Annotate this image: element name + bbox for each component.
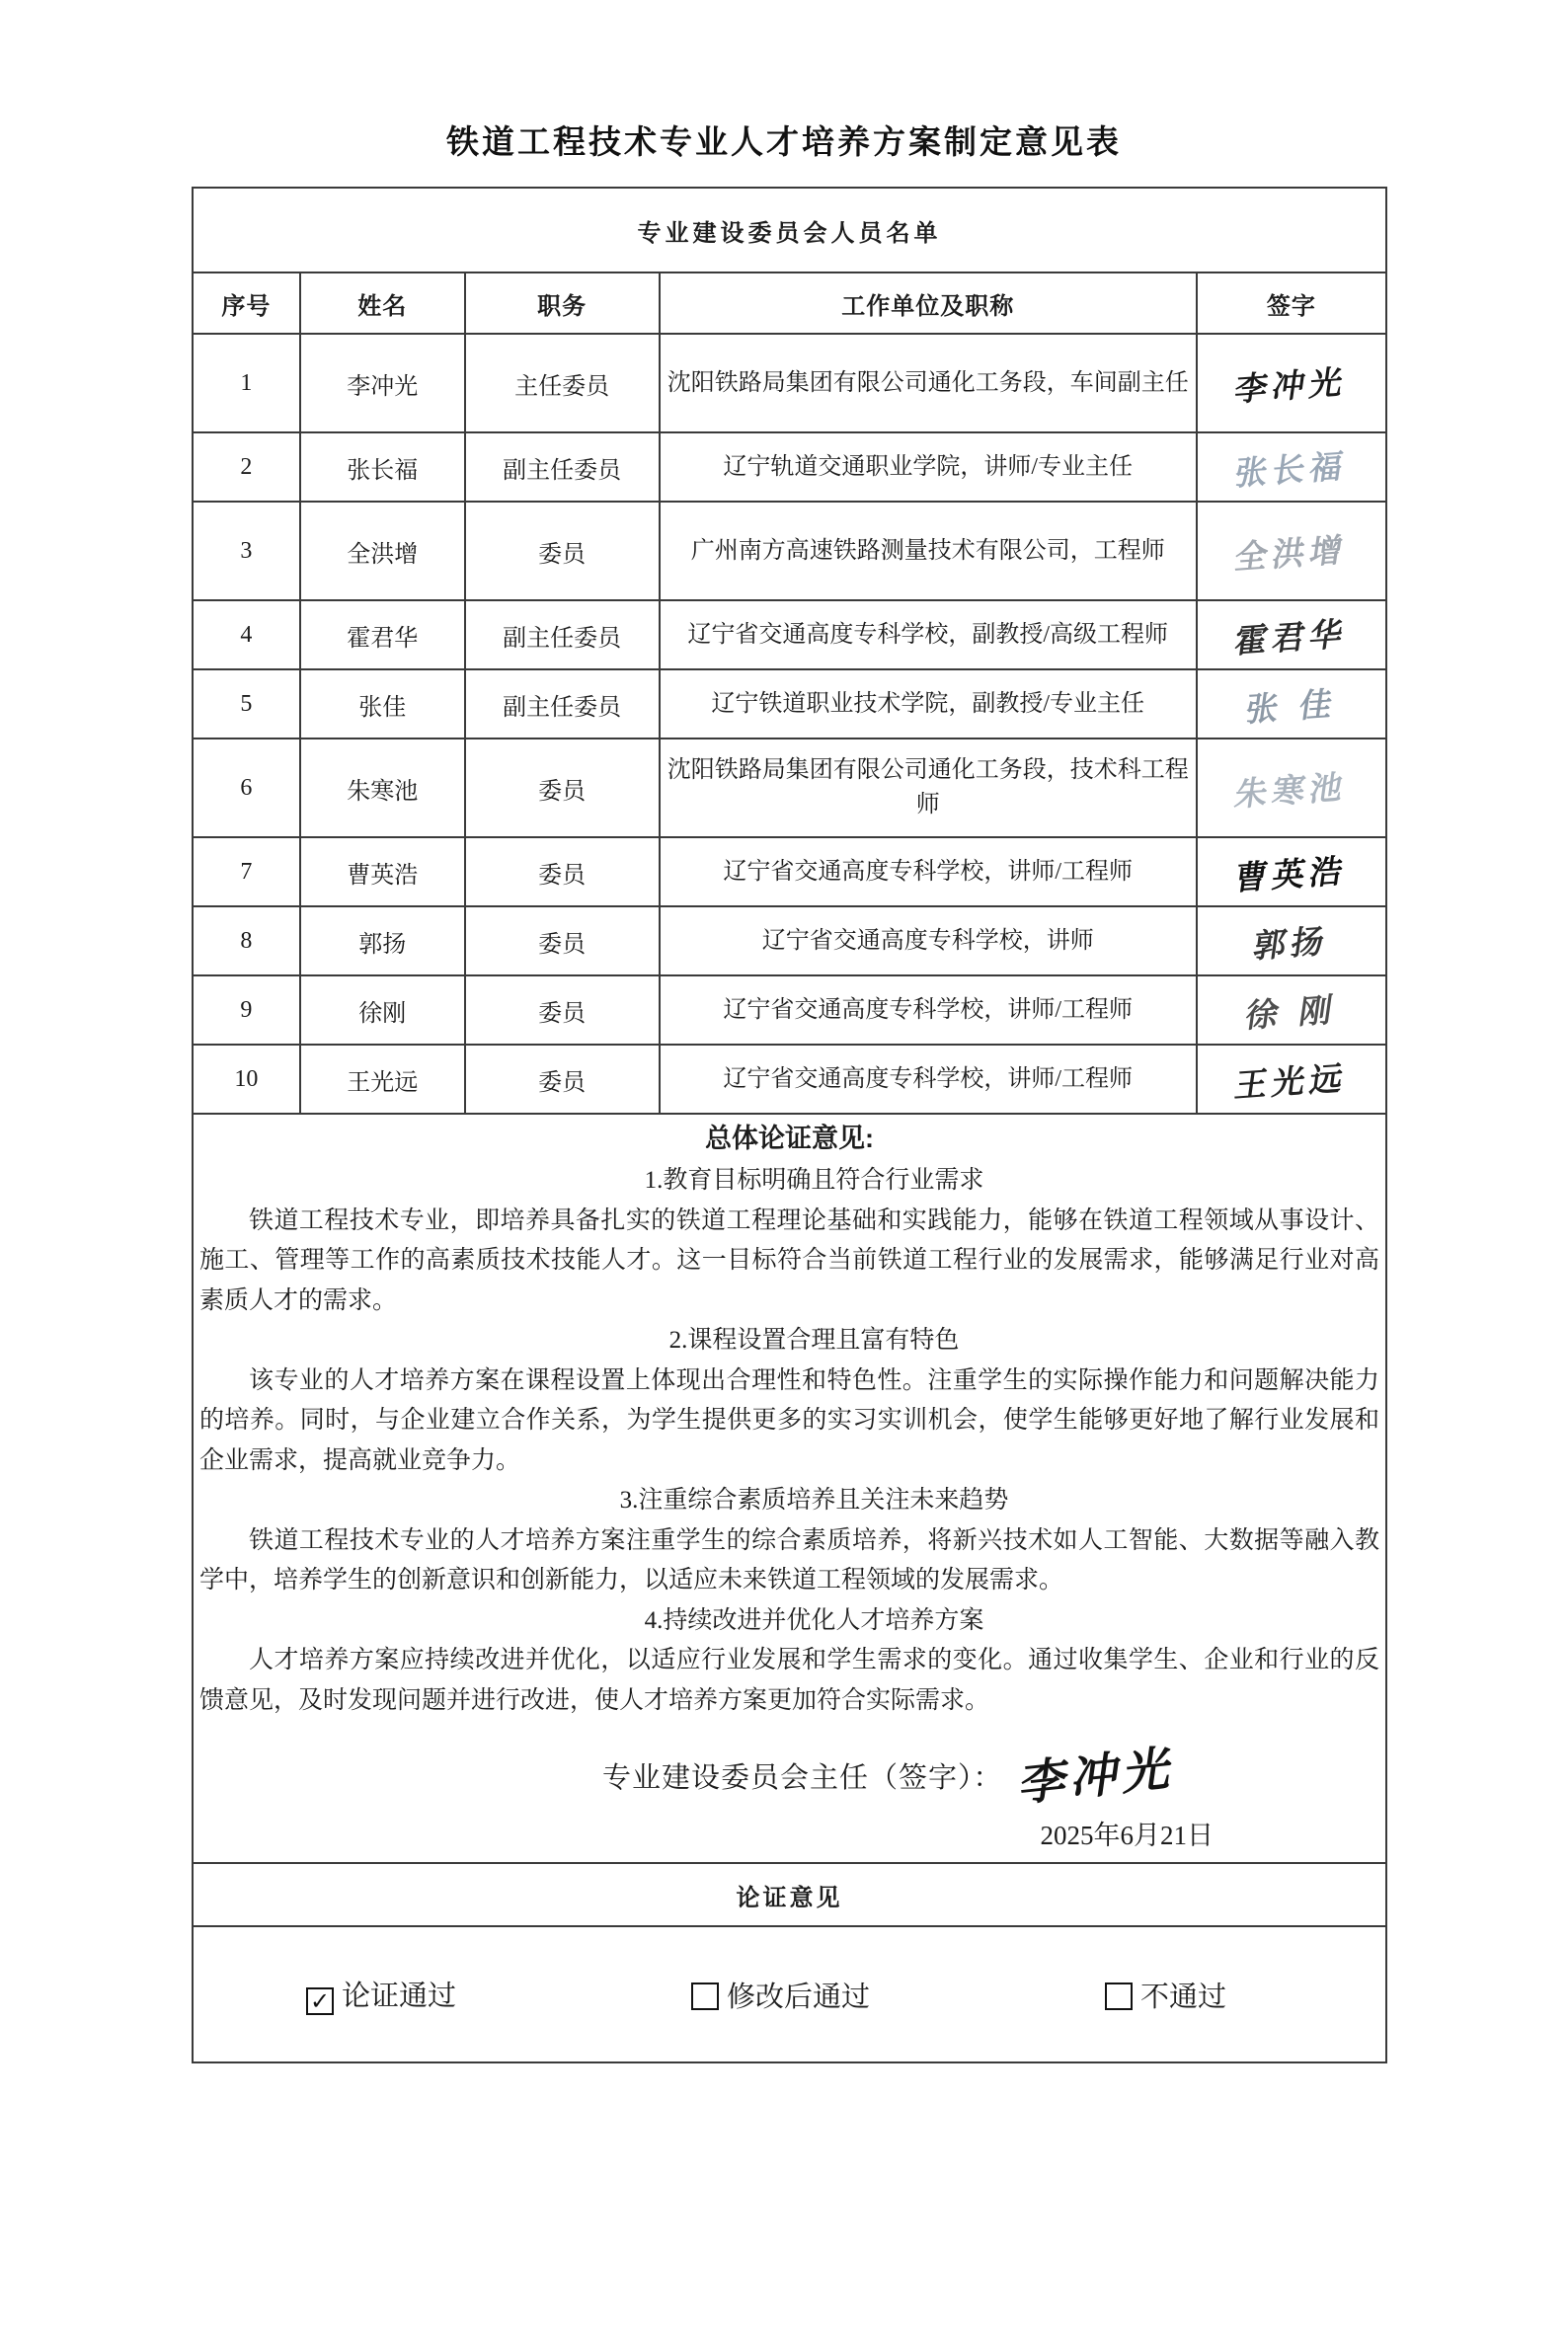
member-unit: 辽宁轨道交通职业学院，讲师/专业主任 [660, 432, 1197, 502]
member-name: 徐刚 [300, 975, 465, 1045]
member-row-7 [193, 837, 1386, 906]
member-position: 主任委员 [465, 334, 660, 432]
review-options-row [193, 1926, 1386, 2062]
member-row-9 [193, 975, 1386, 1045]
member-position: 委员 [465, 1045, 660, 1114]
member-signature-cell [1197, 1045, 1386, 1114]
signature: 李冲光 [1231, 361, 1351, 409]
table-header-row [193, 272, 1386, 334]
document-page [0, 117, 1568, 2333]
member-signature-cell [1197, 975, 1386, 1045]
member-position: 委员 [465, 975, 660, 1045]
signature: 张 佳 [1242, 683, 1340, 729]
member-row-4 [193, 600, 1386, 669]
checkbox-approved[interactable]: ✓ [306, 1987, 334, 2015]
option-approved-after-revision [691, 1975, 870, 2015]
member-position: 委员 [465, 502, 660, 600]
member-row-8 [193, 906, 1386, 975]
member-signature-cell [1197, 906, 1386, 975]
member-signature-cell [1197, 739, 1386, 837]
member-position: 委员 [465, 906, 660, 975]
member-position: 副主任委员 [465, 600, 660, 669]
option-approved-label: 论证通过 [342, 1981, 457, 2012]
signature: 郭扬 [1250, 920, 1332, 966]
member-signature-cell [1197, 669, 1386, 739]
opinion-date: 2025年6月21日 [1040, 1821, 1214, 1850]
member-name: 张长福 [300, 432, 465, 502]
checkbox-not-approved[interactable] [1105, 1983, 1133, 2010]
member-no: 5 [193, 669, 300, 739]
member-unit: 辽宁省交通高度专科学校，讲师/工程师 [660, 975, 1197, 1045]
member-no: 6 [193, 739, 300, 837]
member-row-5 [193, 669, 1386, 739]
member-row-6 [193, 739, 1386, 837]
signature: 曹英浩 [1231, 850, 1351, 897]
member-no: 7 [193, 837, 300, 906]
opinion-paragraph-4: 人才培养方案应持续改进并优化，以适应行业发展和学生需求的变化。通过收集学生、企业和行业的反馈意见，及时发现问题并进行改进，使人才培养方案更加符合实际需求。 [199, 1647, 1379, 1714]
member-row-1 [193, 334, 1386, 432]
member-unit: 辽宁省交通高度专科学校，讲师/工程师 [660, 837, 1197, 906]
member-name: 李冲光 [300, 334, 465, 432]
opinion-paragraph-3: 铁道工程技术专业的人才培养方案注重学生的综合素质培养，将新兴技术如人工智能、大数据等融入教学中，培养学生的创新意识和创新能力，以适应未来铁道工程领域的发展需求。 [199, 1526, 1379, 1594]
member-no: 2 [193, 432, 300, 502]
overall-opinion-label: 总体论证意见: [705, 1124, 874, 1153]
member-signature-cell [1197, 432, 1386, 502]
member-signature-cell [1197, 837, 1386, 906]
option-not-approved [1105, 1975, 1226, 2015]
member-unit: 辽宁铁道职业技术学院，副教授/专业主任 [660, 669, 1197, 739]
signature: 王光远 [1231, 1057, 1351, 1105]
member-row-2 [193, 432, 1386, 502]
review-options [199, 1974, 1379, 2015]
subtitle-row [193, 188, 1386, 272]
chairman-signature-label: 专业建设委员会主任（签字）： [602, 1761, 1003, 1794]
signature: 徐 刚 [1242, 989, 1340, 1035]
signature: 朱寒池 [1231, 766, 1351, 814]
header-name: 姓名 [300, 272, 465, 334]
member-no: 8 [193, 906, 300, 975]
member-no: 9 [193, 975, 300, 1045]
header-signature: 签字 [1197, 272, 1386, 334]
member-position: 副主任委员 [465, 432, 660, 502]
member-unit: 沈阳铁路局集团有限公司通化工务段，技术科工程师 [660, 739, 1197, 837]
review-options-cell [193, 1926, 1386, 2062]
opinion-heading-3: 3.注重综合素质培养且关注未来趋势 [619, 1487, 1009, 1514]
option-not-approved-label: 不通过 [1140, 1981, 1227, 2013]
member-no: 10 [193, 1045, 300, 1114]
option-approved [306, 1974, 456, 2015]
signature: 张长福 [1231, 445, 1351, 493]
member-signature-cell [1197, 502, 1386, 600]
member-no: 4 [193, 600, 300, 669]
member-row-3 [193, 502, 1386, 600]
committee-subtitle: 专业建设委员会人员名单 [193, 188, 1386, 272]
opinion-paragraph-2: 该专业的人才培养方案在课程设置上体现出合理性和特色性。注重学生的实际操作能力和问题解决能力的培养。同时，与企业建立合作关系，为学生提供更多的实习实训机会，使学生能够更好地了解行业发展和企业需求，提高就业竞争力。 [199, 1366, 1379, 1474]
header-unit: 工作单位及职称 [660, 272, 1197, 334]
signature: 全洪增 [1231, 529, 1351, 577]
checkbox-approved-after-revision[interactable] [691, 1983, 719, 2010]
member-no: 3 [193, 502, 300, 600]
member-name: 全洪增 [300, 502, 465, 600]
opinion-paragraph-1: 铁道工程技术专业，即培养具备扎实的铁道工程理论基础和实践能力，能够在铁道工程领域从事设计、施工、管理等工作的高素质技术技能人才。这一目标符合当前铁道工程行业的发展需求，能够满足行业对高素质人才的需求。 [199, 1206, 1379, 1314]
member-unit: 沈阳铁路局集团有限公司通化工务段，车间副主任 [660, 334, 1197, 432]
signature: 霍君华 [1231, 613, 1351, 661]
member-position: 委员 [465, 837, 660, 906]
member-name: 王光远 [300, 1045, 465, 1114]
member-name: 郭扬 [300, 906, 465, 975]
chairman-signature: 李冲光 [1016, 1739, 1181, 1813]
member-name: 朱寒池 [300, 739, 465, 837]
page-title: 铁道工程技术专业人才培养方案制定意见表 [446, 123, 1122, 160]
header-position: 职务 [465, 272, 660, 334]
opinion-heading-1: 1.教育目标明确且符合行业需求 [644, 1167, 984, 1194]
chairman-signature-line [199, 1733, 1379, 1818]
overall-opinion-row [193, 1114, 1386, 1863]
header-no: 序号 [193, 272, 300, 334]
member-name: 曹英浩 [300, 837, 465, 906]
opinion-heading-4: 4.持续改进并优化人才培养方案 [644, 1606, 984, 1634]
member-position: 委员 [465, 739, 660, 837]
option-approved-after-revision-label: 修改后通过 [727, 1981, 871, 2013]
member-unit: 辽宁省交通高度专科学校，讲师 [660, 906, 1197, 975]
member-unit: 辽宁省交通高度专科学校，副教授/高级工程师 [660, 600, 1197, 669]
opinion-heading-2: 2.课程设置合理且富有特色 [668, 1327, 960, 1354]
member-signature-cell [1197, 600, 1386, 669]
review-section-title: 论证意见 [193, 1863, 1386, 1926]
opinion-form-table [192, 187, 1387, 2063]
review-title-row [193, 1863, 1386, 1926]
member-name: 张佳 [300, 669, 465, 739]
overall-opinion-cell [193, 1114, 1386, 1863]
member-position: 副主任委员 [465, 669, 660, 739]
member-no: 1 [193, 334, 300, 432]
member-name: 霍君华 [300, 600, 465, 669]
member-unit: 广州南方高速铁路测量技术有限公司，工程师 [660, 502, 1197, 600]
member-signature-cell [1197, 334, 1386, 432]
member-unit: 辽宁省交通高度专科学校，讲师/工程师 [660, 1045, 1197, 1114]
member-row-10 [193, 1045, 1386, 1114]
